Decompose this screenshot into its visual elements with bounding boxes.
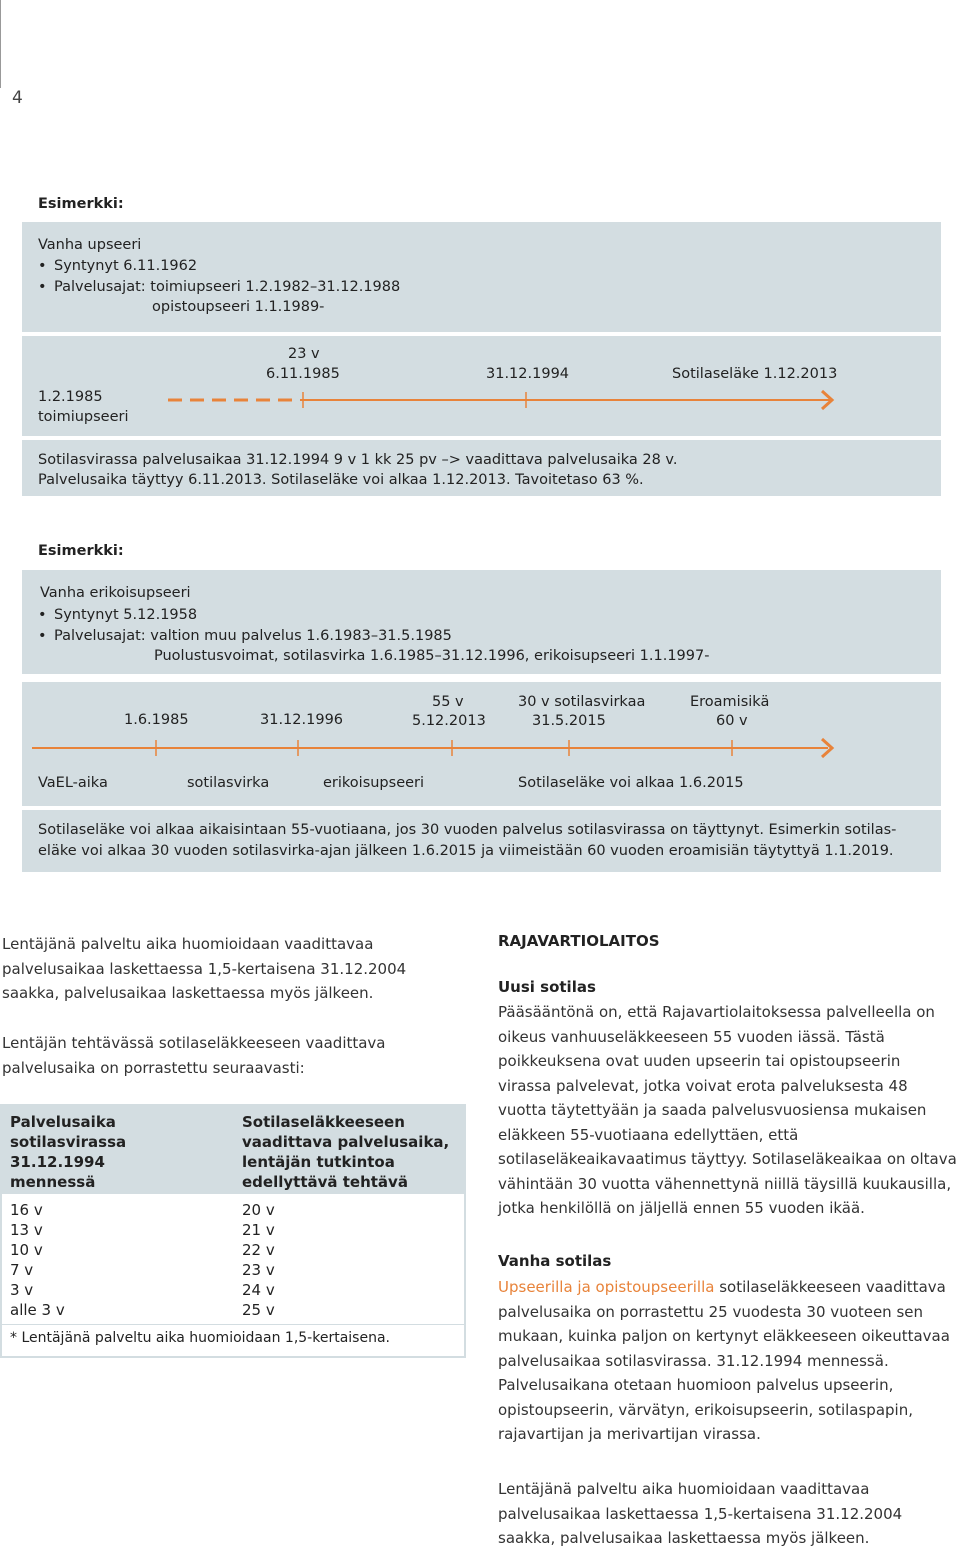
table-cell: 7 v [10,1261,34,1279]
table-footnote: * Lentäjänä palveltu aika huomioidaan 1,5-kertaisena. [10,1330,390,1346]
table-cell: 16 v [10,1201,43,1219]
example1-bullet-birth: • Syntynyt 6.11.1962 [38,256,400,277]
example2-tl-date1: 1.6.1985 [124,712,189,728]
table-col1-values [10,1200,65,1320]
example1-tl-age: 23 v [288,346,320,362]
example1-info-panel [22,222,941,332]
page-number: 4 [12,88,23,108]
example2-bullet-birth: • Syntynyt 5.12.1958 [38,605,709,626]
table-cell: 3 v [10,1281,34,1299]
example2-tl-ero-age: 60 v [716,713,748,729]
vanha-sotilas-lead: Upseerilla ja opistoupseerilla [498,1278,715,1296]
example1-tl-date3: Sotilaseläke 1.12.2013 [672,366,838,382]
example1-summary-line2: Palvelusaika täyttyy 6.11.2013. Sotilaseläke voi alkaa 1.12.2013. Tavoitetaso 63 %. [38,472,644,488]
example1-timeline-arrow [22,336,941,436]
table-col2-header: Sotilaseläkkeeseen vaadittava palvelusaika, lentäjän tutkintoa edellyttävä tehtävä [242,1113,450,1191]
example1-tl-date1: 6.11.1985 [266,366,340,382]
example2-bullet-service: • Palvelusajat: valtion muu palvelus 1.6.1983–31.5.1985 [38,626,709,647]
table-cell: 10 v [10,1241,43,1259]
example2-tl-date4: 31.5.2015 [532,713,606,729]
example1-tl-date2: 31.12.1994 [486,366,570,382]
example1-summary-panel [22,440,941,496]
example2-tl-ero: Eroamisikä [690,694,770,710]
table-cell: 24 v [242,1281,275,1299]
table-cell: alle 3 v [10,1301,65,1319]
example1-bullet-service: • Palvelusajat: toimiupseeri 1.2.1982–31.12.1988 [38,277,400,298]
example2-subject: Vanha erikoisupseeri [40,585,191,601]
rajavartiolaitos-heading: RAJAVARTIOLAITOS [498,932,660,950]
table-cell: 13 v [10,1221,43,1239]
example2-summary-line1: Sotilaseläke voi alkaa aikaisintaan 55-vuotiaana, jos 30 vuoden palvelus sotilasvirassa on täyttynyt. Esimerkin sotilas- [38,822,897,838]
table-footer-divider [2,1324,464,1325]
example1-summary-line1: Sotilasvirassa palvelusaikaa 31.12.1994 9 v 1 kk 25 pv –> vaadittava palvelusaika 28 v. [38,452,678,468]
example2-tl-age: 55 v [432,694,464,710]
table-cell: 23 v [242,1261,275,1279]
example2-summary-line2: eläke voi alkaa 30 vuoden sotilasvirka-ajan jälkeen 1.6.2015 ja viimeistään 60 vuoden eroamisiän täytyttyä 1.1.2019. [38,843,894,859]
example1-timeline-panel [22,336,941,436]
example2-summary-panel [22,810,941,872]
vanha-sotilas-heading: Vanha sotilas [498,1252,612,1270]
margin-rule [0,0,1,88]
example1-bullet-service-cont: opistoupseeri 1.1.1989- [152,299,325,315]
example2-info-panel [22,570,941,674]
uusi-sotilas-text: Pääsääntönä on, että Rajavartiolaitoksessa palvelleella on oikeus vanhuuseläkkeeseen 55 vuoden iässä. Tästä poikkeuksena ovat uuden upseerin tai opistoupseerin virassa palvelevat, jotka voivat erota palveluksesta 48 vuotta täytettyään ja saada palvelusvuosiensa mukaisen eläkkeen 55-vuotiaana edellyttäen, että sotilaseläkeaikavaatimus täyttyy. Sotilaseläkeaikaa on oltava vähintään 30 vuotta vähennettynä niillä täysillä kuukausilla, jotka henkilöllä on jäljellä ennen 55 vuoden ikää. [498,1003,957,1217]
table-col2-values [242,1200,275,1320]
left-paragraph-2: Lentäjän tehtävässä sotilaseläkkeeseen vaadittava palvelusaika on porrastettu seuraavasti: [2,1034,386,1077]
example2-seg-vael: VaEL-aika [38,775,108,791]
example2-seg-sotilasvirka: sotilasvirka [187,775,270,791]
table-cell: 22 v [242,1241,275,1259]
example2-tl-date3: 5.12.2013 [412,713,486,729]
vanha-sotilas-rest: sotilaseläkkeeseen vaadittava palvelusaika on porrastettu 25 vuodesta 30 vuoteen sen mukaan, kuinka paljon on kertynyt eläkkeeseen oikeuttavaa palvelusaikaa sotilasvirassa. 31.12.1994 mennessä. Palvelusaikana otetaan huomioon palvelus upseerin, opistoupseerin, värvätyn, erikoisupseerin, sotilaspapin, rajavartijan ja merivartijan virassa. [498,1278,950,1443]
example2-bullet-service-cont: Puolustusvoimat, sotilasvirka 1.6.1985–31.12.1996, erikoisupseeri 1.1.1997- [154,648,710,664]
left-paragraph-1: Lentäjänä palveltu aika huomioidaan vaadittavaa palvelusaikaa laskettaessa 1,5-kertaisena 31.12.2004 saakka, palvelusaikaa laskettaessa myös jälkeen. [2,935,407,1002]
vanha-sotilas-text [498,1275,958,1447]
table-col1-header: Palvelusaika sotilasvirassa 31.12.1994 mennessä [10,1113,127,1191]
example1-title: Esimerkki: [38,196,124,212]
table-cell: 20 v [242,1201,275,1219]
example1-bullets [38,256,400,318]
example2-seg-erikoisupseeri: erikoisupseeri [323,775,425,791]
example1-subject: Vanha upseeri [38,237,142,253]
uusi-sotilas-heading: Uusi sotilas [498,978,596,996]
example2-tl-30v: 30 v sotilasvirkaa [518,694,646,710]
example2-tl-date2: 31.12.1996 [260,712,344,728]
example2-seg-pension-start: Sotilaseläke voi alkaa 1.6.2015 [518,775,744,791]
example2-title: Esimerkki: [38,543,124,559]
example2-timeline-panel [22,682,941,806]
example1-tl-start: 1.2.1985 [38,389,103,405]
example2-timeline-arrow [22,682,941,806]
example2-bullets [38,605,709,667]
table-cell: 21 v [242,1221,275,1239]
example1-tl-start-role: toimiupseeri [38,409,129,425]
pilot-service-table [0,1104,466,1358]
table-cell: 25 v [242,1301,275,1319]
right-final-paragraph: Lentäjänä palveltu aika huomioidaan vaadittavaa palvelusaikaa laskettaessa 1,5-kertaisena 31.12.2004 saakka, palvelusaikaa laskettaessa myös jälkeen. [498,1480,903,1547]
